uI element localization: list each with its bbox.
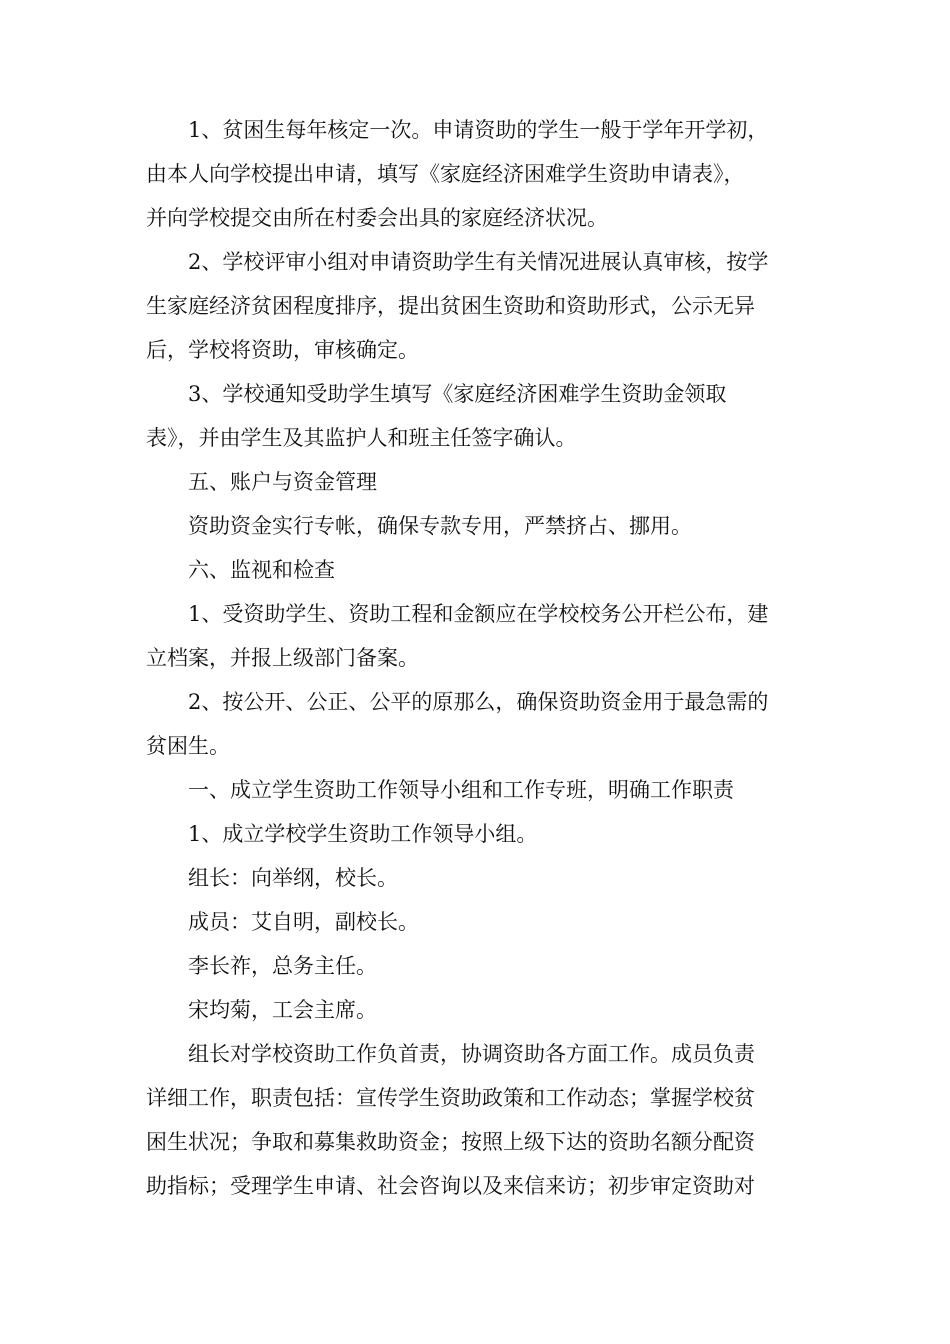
text-line: 详细工作，职责包括：宣传学生资助政策和工作动态；掌握学校贫 bbox=[146, 1086, 755, 1110]
text-line: 困生状况；争取和募集救助资金；按照上级下达的资助名额分配资 bbox=[146, 1130, 755, 1154]
text-line: 并向学校提交由所在村委会出具的家庭经济状况。 bbox=[146, 206, 608, 230]
paragraph-group-leader bbox=[146, 856, 806, 900]
paragraph-member-3 bbox=[146, 988, 806, 1032]
paragraph-public-announcement bbox=[146, 592, 806, 680]
section-heading-account-management bbox=[146, 460, 806, 504]
text-line: 资助资金实行专帐，确保专款专用，严禁挤占、挪用。 bbox=[188, 514, 692, 538]
paragraph-review-committee bbox=[146, 240, 806, 372]
text-line: 组长对学校资助工作负首责，协调资助各方面工作。成员负责 bbox=[188, 1042, 755, 1066]
text-line: 宋均菊，工会主席。 bbox=[188, 998, 377, 1022]
text-line: 贫困生。 bbox=[146, 734, 230, 758]
text-line: 2、学校评审小组对申请资助学生有关情况进展认真审核，按学 bbox=[188, 250, 769, 274]
paragraph-member-2 bbox=[146, 944, 806, 988]
text-line: 1、受资助学生、资助工程和金额应在学校校务公开栏公布，建 bbox=[188, 602, 769, 626]
text-line: 成员：艾自明，副校长。 bbox=[188, 910, 419, 934]
text-line: 组长：向举纲，校长。 bbox=[188, 866, 398, 890]
paragraph-notify-students bbox=[146, 372, 806, 460]
paragraph-fund-rules bbox=[146, 504, 806, 548]
text-line: 1、贫困生每年核定一次。申请资助的学生一般于学年开学初， bbox=[188, 118, 769, 142]
paragraph-fairness-principle bbox=[146, 680, 806, 768]
text-line: 表》，并由学生及其监护人和班主任签字确认。 bbox=[146, 426, 577, 450]
text-line: 3、学校通知受助学生填写《家庭经济困难学生资助金领取 bbox=[188, 382, 727, 406]
section-heading-leadership-group bbox=[146, 768, 806, 812]
paragraph-establish-group bbox=[146, 812, 806, 856]
text-line: 助指标；受理学生申请、社会咨询以及来信来访；初步审定资助对 bbox=[146, 1174, 755, 1198]
text-line: 1、成立学校学生资助工作领导小组。 bbox=[188, 822, 538, 846]
text-line: 一、成立学生资助工作领导小组和工作专班，明确工作职责 bbox=[188, 778, 734, 802]
text-line: 由本人向学校提出申请，填写《家庭经济困难学生资助申请表》， bbox=[146, 162, 745, 186]
paragraph-poor-student-review bbox=[146, 108, 806, 240]
document-page bbox=[146, 108, 806, 1208]
text-line: 五、账户与资金管理 bbox=[188, 470, 377, 494]
paragraph-member-1 bbox=[146, 900, 806, 944]
text-line: 生家庭经济贫困程度排序，提出贫困生资助和资助形式，公示无异 bbox=[146, 294, 755, 318]
text-line: 后，学校将资助，审核确定。 bbox=[146, 338, 419, 362]
text-line: 2、按公开、公正、公平的原那么，确保资助资金用于最急需的 bbox=[188, 690, 769, 714]
text-line: 李长祚，总务主任。 bbox=[188, 954, 377, 978]
section-heading-supervision bbox=[146, 548, 806, 592]
text-line: 六、监视和检查 bbox=[188, 558, 335, 582]
paragraph-responsibilities bbox=[146, 1032, 806, 1208]
text-line: 立档案，并报上级部门备案。 bbox=[146, 646, 419, 670]
